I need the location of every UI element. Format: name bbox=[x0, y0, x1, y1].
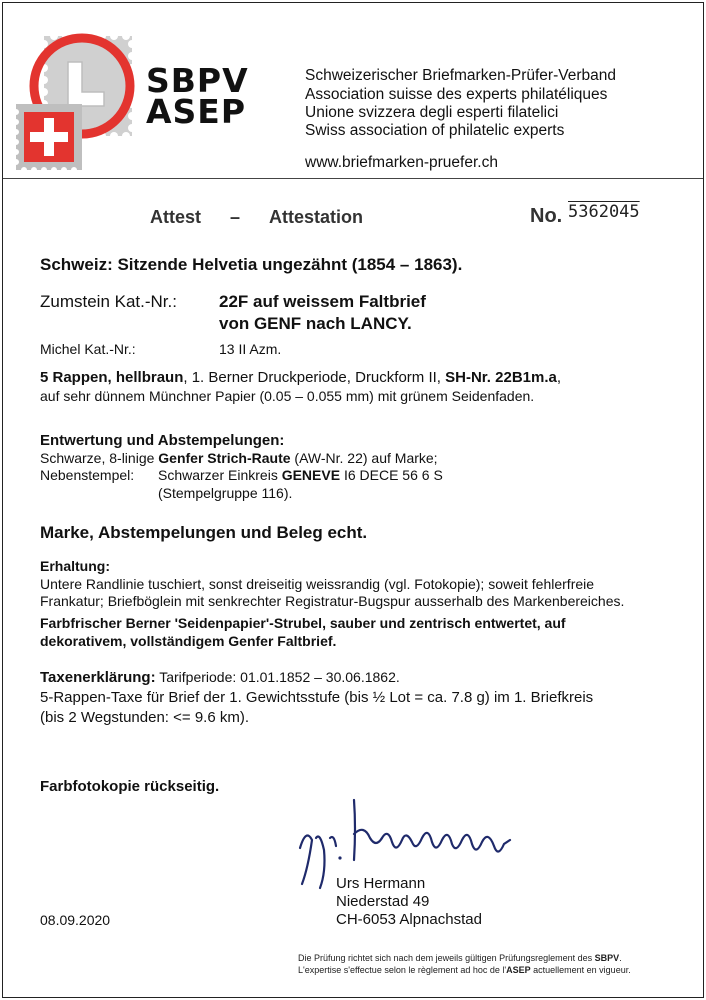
stamp-description-1: 5 Rappen, hellbraun, 1. Berner Druckperiode, Druckform II, SH-Nr. 22B1m.a, bbox=[40, 369, 562, 386]
condition-summary-2: dekorativem, vollständigem Genfer Faltbrief. bbox=[40, 633, 337, 649]
michel-value: 13 II Azm. bbox=[219, 341, 282, 357]
number-label: No. bbox=[530, 205, 563, 227]
condition-summary-1: Farbfrischer Berner 'Seidenpapier'-Strubel, sauber und zentrisch entwertet, auf bbox=[40, 615, 566, 631]
brand-sbpv: SBPV bbox=[146, 61, 249, 100]
attestation-label: Attestation bbox=[269, 207, 363, 227]
org-name-en: Swiss association of philatelic experts bbox=[305, 122, 565, 139]
stamp-description-2: auf sehr dünnem Münchner Papier (0.05 – 0.055 mm) mit grünem Seidenfaden. bbox=[40, 388, 535, 404]
brand-asep: ASEP bbox=[146, 92, 247, 131]
org-name-it: Unione svizzera degli esperti filatelici bbox=[305, 104, 559, 121]
cancel-line-1: Schwarze, 8-linige Genfer Strich-Raute (AW-Nr. 22) auf Marke; bbox=[40, 450, 438, 466]
website: www.briefmarken-pruefer.ch bbox=[305, 154, 498, 171]
sbpv-logo bbox=[14, 26, 138, 176]
michel-label: Michel Kat.-Nr.: bbox=[40, 341, 136, 357]
genuine-statement: Marke, Abstempelungen und Beleg echt. bbox=[40, 523, 368, 542]
header-divider bbox=[3, 178, 703, 179]
cancel-line-2: Schwarzer Einkreis GENEVE I6 DECE 56 6 S bbox=[158, 467, 443, 483]
org-name-de: Schweizerischer Briefmarken-Prüfer-Verband bbox=[305, 67, 616, 84]
tax-line-2: 5-Rappen-Taxe für Brief der 1. Gewichtsstufe (bis ½ Lot = ca. 7.8 g) im 1. Briefkreis bbox=[40, 689, 594, 706]
certificate-number: 5362045 bbox=[568, 202, 640, 222]
footer-fr: L'expertise s'effectue selon le règlement ad hoc de l'ASEP actuellement en vigueur. bbox=[298, 965, 631, 975]
zumstein-value-2: von GENF nach LANCY. bbox=[219, 314, 412, 333]
signatory-name: Urs Hermann bbox=[336, 875, 426, 892]
footer-de: Die Prüfung richtet sich nach dem jeweils gültigen Prüfungsreglement des SBPV. bbox=[298, 953, 622, 963]
tax-line-1: Taxenerklärung: Tarifperiode: 01.01.1852 – 30.06.1862. bbox=[40, 669, 400, 686]
condition-line-2: Frankatur; Briefböglein mit senkrechter Registratur-Bugspur ausserhalb des Markenbereiches. bbox=[40, 593, 625, 609]
zumstein-label: Zumstein Kat.-Nr.: bbox=[40, 292, 177, 311]
signatory-city: CH-6053 Alpnachstad bbox=[336, 911, 482, 928]
attest-dash: – bbox=[230, 207, 241, 227]
zumstein-value-1: 22F auf weissem Faltbrief bbox=[219, 292, 426, 311]
condition-heading: Erhaltung: bbox=[40, 558, 110, 574]
org-name-fr: Association suisse des experts philatéliques bbox=[305, 86, 608, 103]
condition-line-1: Untere Randlinie tuschiert, sonst dreiseitig weissrandig (vgl. Fotokopie); soweit fehlerfreie bbox=[40, 576, 595, 592]
attest-label: Attest bbox=[150, 207, 202, 227]
cancel-secondary-label: Nebenstempel: bbox=[40, 467, 135, 483]
photocopy-note: Farbfotokopie rückseitig. bbox=[40, 778, 220, 795]
cancel-heading: Entwertung und Abstempelungen: bbox=[40, 432, 285, 449]
issue-date: 08.09.2020 bbox=[40, 912, 111, 928]
signatory-street: Niederstad 49 bbox=[336, 893, 430, 910]
cancel-line-3: (Stempelgruppe 116). bbox=[158, 485, 293, 501]
page-title: Schweiz: Sitzende Helvetia ungezähnt (1854 – 1863). bbox=[40, 255, 463, 274]
small-stamp-icon bbox=[14, 104, 82, 173]
tax-line-3: (bis 2 Wegstunden: <= 9.6 km). bbox=[40, 709, 249, 726]
